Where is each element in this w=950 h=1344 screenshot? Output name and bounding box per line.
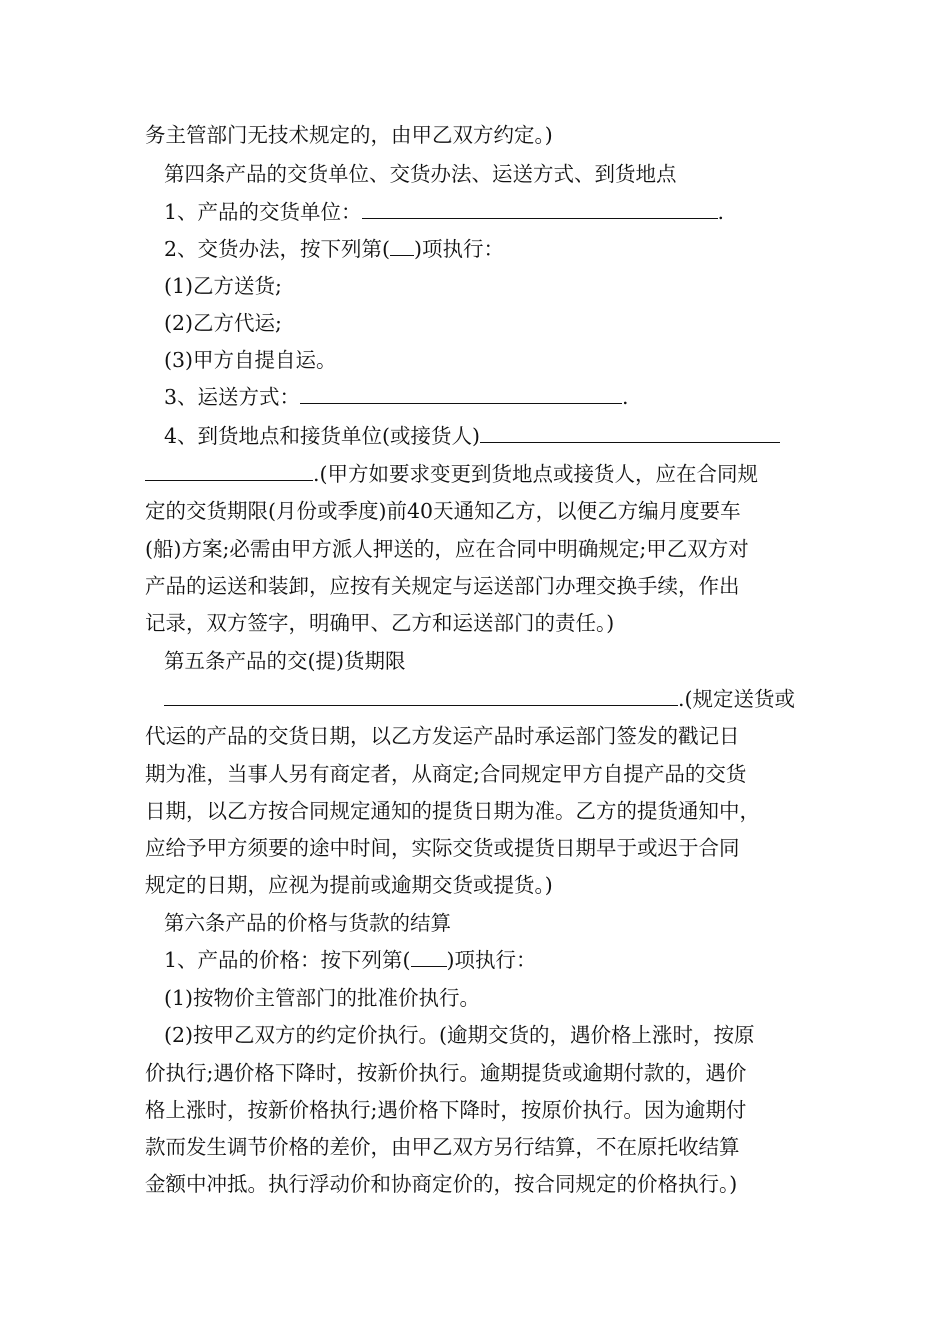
text-run: .(甲方如要求变更到货地点或接货人，应在合同规 — [313, 462, 759, 486]
text-run: . — [717, 200, 725, 224]
text-run: . — [622, 385, 629, 409]
fill-blank — [164, 681, 678, 706]
paragraph-line — [164, 417, 780, 455]
paragraph-line — [145, 717, 740, 755]
fill-blank — [362, 194, 718, 219]
text-run: 2、交货办法，按下列第( — [164, 237, 391, 261]
paragraph-line — [164, 378, 629, 416]
text-run: (1)乙方送货; — [164, 274, 282, 298]
paragraph-line — [145, 492, 741, 530]
text-run: 记录，双方签字，明确甲、乙方和运送部门的责任。) — [145, 611, 615, 635]
text-run: .(规定送货或 — [678, 687, 796, 711]
text-run: 务主管部门无技术规定的，由甲乙双方约定。) — [145, 123, 553, 147]
list-item — [164, 341, 337, 379]
text-run: 价执行;遇价格下降时，按新价执行。逾期提货或逾期付款的，遇价 — [145, 1061, 747, 1085]
text-run: 1、产品的交货单位： — [164, 200, 362, 224]
paragraph-line — [145, 1128, 740, 1166]
list-item — [164, 267, 282, 305]
list-item — [164, 979, 480, 1017]
text-run: 3、运送方式： — [164, 385, 301, 409]
text-run: 日期，以乙方按合同规定通知的提货日期为准。乙方的提货通知中， — [145, 799, 760, 823]
text-run: (船)方案;必需由甲方派人押送的，应在合同中明确规定;甲乙双方对 — [145, 537, 749, 561]
paragraph-line — [164, 193, 724, 231]
fill-blank — [145, 456, 313, 481]
paragraph-line — [164, 230, 504, 268]
article-heading — [164, 155, 677, 193]
text-run: (1)按物价主管部门的批准价执行。 — [164, 986, 481, 1010]
paragraph-line — [145, 792, 760, 830]
text-run: )项执行： — [414, 237, 505, 261]
list-item — [164, 304, 282, 342]
paragraph-line — [145, 866, 553, 904]
text-run: 1、产品的价格：按下列第( — [164, 948, 411, 972]
text-run: (3)甲方自提自运。 — [164, 348, 337, 372]
fill-blank — [390, 231, 414, 256]
fill-blank — [300, 379, 622, 404]
list-item — [164, 1016, 755, 1054]
fill-blank — [480, 418, 780, 443]
text-run: 格上涨时，按新价格执行;遇价格下降时，按原价执行。因为逾期付 — [145, 1098, 747, 1122]
text-run: (2)乙方代运; — [164, 311, 282, 335]
text-run: 产品的运送和装卸，应按有关规定与运送部门办理交换手续，作出 — [145, 574, 740, 598]
paragraph-line — [145, 604, 614, 642]
text-run: 款而发生调节价格的差价，由甲乙双方另行结算，不在原托收结算 — [145, 1135, 740, 1159]
paragraph-line — [145, 1054, 746, 1092]
text-run: 4、到货地点和接货单位(或接货人) — [164, 424, 481, 448]
paragraph-line — [145, 829, 740, 867]
paragraph-line — [145, 455, 758, 493]
text-run: 第六条产品的价格与货款的结算 — [164, 911, 451, 935]
article-heading — [164, 642, 406, 680]
paragraph-line — [164, 941, 537, 979]
text-run: )项执行： — [446, 948, 537, 972]
article-heading — [164, 904, 451, 942]
paragraph-line — [145, 567, 740, 605]
fill-blank — [411, 942, 447, 967]
text-run: 定的交货期限(月份或季度)前40天通知乙方，以便乙方编月度要车 — [145, 499, 741, 523]
text-run: 第五条产品的交(提)货期限 — [164, 649, 406, 673]
text-run: 应给予甲方须要的途中时间，实际交货或提货日期早于或迟于合同 — [145, 836, 740, 860]
paragraph-line — [145, 530, 749, 568]
paragraph-line — [164, 680, 795, 718]
text-run: 第四条产品的交货单位、交货办法、运送方式、到货地点 — [164, 162, 677, 186]
text-run: 规定的日期，应视为提前或逾期交货或提货。) — [145, 873, 553, 897]
paragraph-line — [145, 1091, 746, 1129]
paragraph-line — [145, 755, 746, 793]
text-run: 期为准，当事人另有商定者，从商定;合同规定甲方自提产品的交货 — [145, 762, 747, 786]
text-run: 金额中冲抵。执行浮动价和协商定价的，按合同规定的价格执行。) — [145, 1172, 738, 1196]
paragraph-line — [145, 116, 553, 154]
paragraph-line — [145, 1165, 737, 1203]
text-run: (2)按甲乙双方的约定价执行。(逾期交货的，遇价格上涨时，按原 — [164, 1023, 755, 1047]
text-run: 代运的产品的交货日期，以乙方发运产品时承运部门签发的戳记日 — [145, 724, 740, 748]
